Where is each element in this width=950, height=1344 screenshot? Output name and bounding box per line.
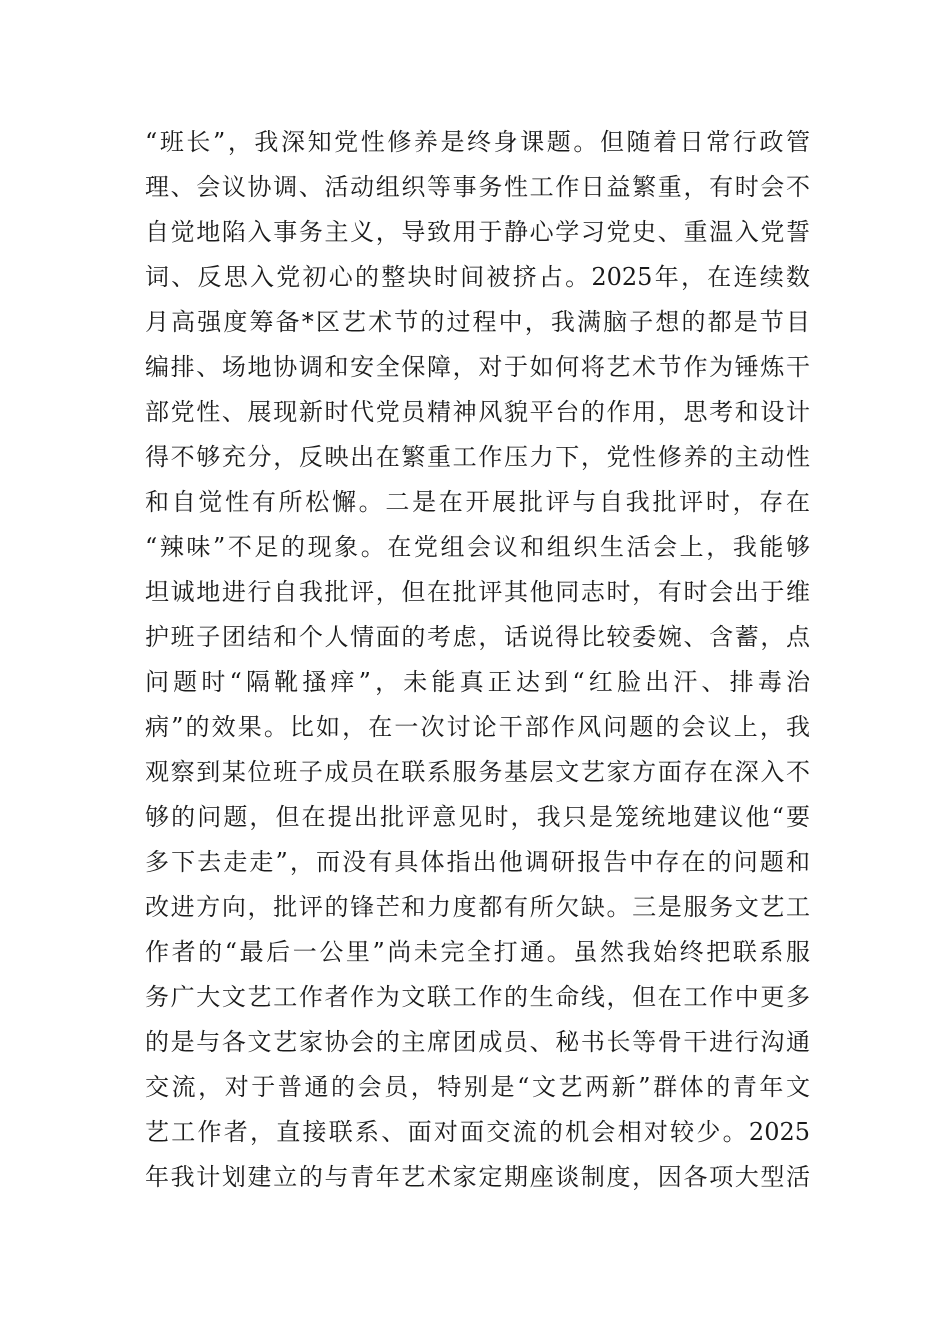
text-line: 月高强度筹备*区艺术节的过程中，我满脑子想的都是节目	[145, 308, 810, 336]
text-line: 坦诚地进行自我批评，但在批评其他同志时，有时会出于维	[145, 578, 810, 606]
body-text	[145, 120, 810, 1200]
text-line: 艺工作者，直接联系、面对面交流的机会相对较少。2025	[145, 1118, 810, 1146]
text-line: 作者的“最后一公里”尚未完全打通。虽然我始终把联系服	[145, 938, 810, 966]
text-line: 问题时“隔靴搔痒”，未能真正达到“红脸出汗、排毒治	[145, 668, 810, 696]
text-line: 部党性、展现新时代党员精神风貌平台的作用，思考和设计	[145, 398, 810, 426]
text-line: 得不够充分，反映出在繁重工作压力下，党性修养的主动性	[145, 443, 810, 471]
text-line: 理、会议协调、活动组织等事务性工作日益繁重，有时会不	[145, 173, 810, 201]
text-line: 编排、场地协调和安全保障，对于如何将艺术节作为锤炼干	[145, 353, 810, 381]
text-line: 的是与各文艺家协会的主席团成员、秘书长等骨干进行沟通	[145, 1028, 810, 1056]
text-line: 务广大文艺工作者作为文联工作的生命线，但在工作中更多	[145, 983, 810, 1011]
text-line: 年我计划建立的与青年艺术家定期座谈制度，因各项大型活	[145, 1163, 810, 1191]
text-line: 护班子团结和个人情面的考虑，话说得比较委婉、含蓄，点	[145, 623, 810, 651]
text-line: 交流，对于普通的会员，特别是“文艺两新”群体的青年文	[145, 1073, 810, 1101]
text-line: 改进方向，批评的锋芒和力度都有所欠缺。三是服务文艺工	[145, 893, 810, 921]
text-line: 够的问题，但在提出批评意见时，我只是笼统地建议他“要	[145, 803, 810, 831]
text-line: “辣味”不足的现象。在党组会议和组织生活会上，我能够	[145, 533, 810, 561]
text-line: 和自觉性有所松懈。二是在开展批评与自我批评时，存在	[145, 488, 810, 516]
text-line: 词、反思入党初心的整块时间被挤占。2025年，在连续数	[145, 263, 810, 291]
text-line: 观察到某位班子成员在联系服务基层文艺家方面存在深入不	[145, 758, 810, 786]
text-line: 多下去走走”，而没有具体指出他调研报告中存在的问题和	[145, 848, 810, 876]
text-line: “班长”，我深知党性修养是终身课题。但随着日常行政管	[145, 128, 810, 156]
text-line: 病”的效果。比如，在一次讨论干部作风问题的会议上，我	[145, 713, 810, 741]
text-line: 自觉地陷入事务主义，导致用于静心学习党史、重温入党誓	[145, 218, 810, 246]
